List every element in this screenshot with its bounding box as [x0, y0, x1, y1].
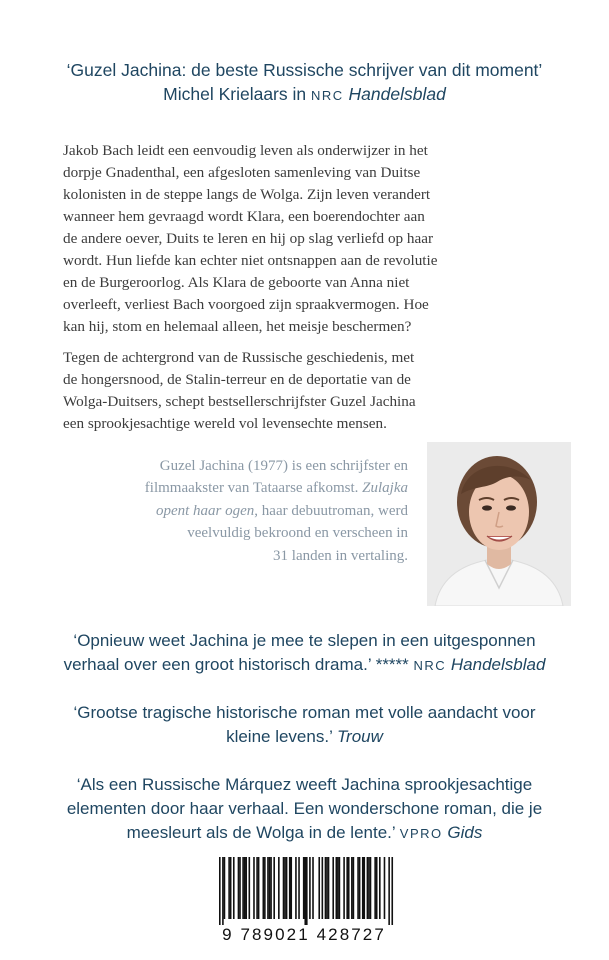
- barcode-bar: [374, 857, 376, 919]
- barcode-bar: [267, 857, 269, 919]
- barcode-bar: [242, 857, 244, 919]
- author-bio-line: 31 landen in vertaling.: [273, 547, 408, 564]
- isbn-barcode: [207, 853, 401, 949]
- barcode-bar: [346, 857, 348, 919]
- review-text: verhaal over een groot historisch drama.’ *****: [63, 655, 414, 674]
- author-bio-text: filmmaakster van Tataarse afkomst.: [144, 480, 359, 497]
- synopsis-line: kolonisten in de steppe langs de Wolga. Zijn leven verandert: [63, 186, 431, 203]
- review-line: ‘Grootse tragische historische roman met volle aandacht voor: [73, 703, 536, 722]
- review-1: [18, 629, 591, 678]
- barcode-bar: [283, 857, 285, 919]
- barcode-bar: [363, 857, 365, 919]
- author-bio-line: Guzel Jachina (1977) is een schrijfster en: [159, 458, 408, 474]
- barcode-bar: [328, 857, 330, 919]
- barcode-bar: [263, 857, 265, 919]
- barcode-bar: [238, 857, 240, 919]
- author-bio-text: , haar debuutroman, werd: [254, 502, 408, 519]
- barcode-bar: [337, 857, 339, 919]
- review-source-nrc: NRC: [413, 658, 447, 673]
- review-3: [18, 773, 591, 846]
- top-quote-line-2: [20, 82, 589, 108]
- author-bio-line: [96, 477, 408, 499]
- barcode-bar: [219, 857, 221, 925]
- top-quote: [20, 58, 589, 108]
- barcode-bar: [278, 857, 280, 919]
- review-source-trouw: Trouw: [336, 727, 383, 746]
- barcode-bar: [306, 857, 308, 925]
- handelsblad-label: Handelsblad: [348, 84, 446, 104]
- barcode-bar: [244, 857, 246, 919]
- barcode-bar: [284, 857, 286, 919]
- barcode-bar: [388, 857, 390, 925]
- barcode-bar: [322, 857, 324, 919]
- synopsis-line: dorpje Gnadenthal, een afgesloten samenleving van Duitse: [63, 164, 421, 181]
- barcode-bars: [207, 853, 401, 925]
- author-bio: [96, 455, 408, 567]
- barcode-bar: [239, 857, 241, 919]
- barcode-bar: [351, 857, 353, 919]
- review-text: meesleurt als de Wolga in de lente.’: [126, 823, 400, 842]
- isbn-digits: 9 789021 428727: [222, 925, 386, 944]
- barcode-bar: [370, 857, 372, 919]
- barcode-bar: [379, 857, 381, 919]
- barcode-bar: [312, 857, 314, 919]
- barcode-bar: [253, 857, 255, 919]
- review-2: [18, 701, 591, 749]
- barcode-bar: [318, 857, 320, 919]
- barcode-bar: [222, 857, 224, 925]
- author-bio-line: veelvuldig bekroond en verscheen in: [187, 525, 408, 542]
- synopsis-line: Wolga-Duitsers, schept bestsellerschrijfster Guzel Jachina: [63, 393, 416, 410]
- review-line: ‘Als een Russische Márquez weeft Jachina sprookjesachtige: [76, 775, 533, 794]
- barcode-bar: [270, 857, 272, 919]
- barcode-bar: [343, 857, 345, 919]
- author-photo: [427, 442, 571, 606]
- barcode-bar: [367, 857, 369, 919]
- barcode-bar: [230, 857, 232, 919]
- review-source-vpro: VPRO: [399, 826, 443, 841]
- review-line: elementen door haar verhaal. Een wonderschone roman, die je: [66, 799, 543, 818]
- barcode-bar: [233, 857, 235, 919]
- barcode-bar: [326, 857, 328, 919]
- review-text: kleine levens.’: [226, 727, 337, 746]
- barcode-bar: [298, 857, 300, 919]
- barcode-bar: [384, 857, 386, 919]
- barcode-bar: [289, 857, 291, 919]
- barcode-bar: [269, 857, 271, 919]
- review-line: ‘Opnieuw weet Jachina je mee te slepen in een uitgesponnen: [73, 631, 536, 650]
- barcode-bar: [391, 857, 393, 925]
- synopsis-line: de andere oever, Duits te leren en hij op slag verliefd op haar: [63, 230, 434, 247]
- barcode-bar: [245, 857, 247, 919]
- synopsis-line: en de Burgeroorlog. Als Klara de geboorte van Anna niet: [63, 274, 410, 291]
- synopsis-paragraph-1: [63, 140, 543, 338]
- book-title-part-1: Zulajka: [362, 480, 408, 497]
- barcode-bar: [353, 857, 355, 919]
- review-source-gids: Gids: [447, 823, 483, 842]
- barcode-bar: [362, 857, 364, 919]
- top-quote-attribution: Michel Krielaars in: [163, 84, 311, 104]
- barcode-bar: [273, 857, 275, 919]
- barcode-bar: [303, 857, 305, 919]
- review-line: [18, 821, 591, 846]
- synopsis-line: Tegen de achtergrond van de Russische geschiedenis, met: [63, 349, 415, 366]
- synopsis-line: kan hij, stom en helemaal alleen, het meisje beschermen?: [63, 318, 412, 335]
- barcode-bar: [339, 857, 341, 919]
- author-bio-line: [96, 500, 408, 522]
- barcode-bar: [336, 857, 338, 919]
- review-line: [18, 653, 591, 678]
- synopsis-line: wanneer hem gevraagd wordt Klara, een boerendochter aan: [63, 208, 425, 225]
- barcode-bar: [332, 857, 334, 919]
- barcode-bar: [368, 857, 370, 919]
- barcode-bar: [295, 857, 297, 919]
- barcode-bar: [224, 857, 226, 919]
- barcode-bar: [286, 857, 288, 919]
- review-line: [18, 725, 591, 749]
- barcode-bar: [348, 857, 350, 919]
- barcode-bar: [228, 857, 230, 919]
- author-portrait-illustration: [427, 442, 571, 606]
- top-quote-line-1: ‘Guzel Jachina: de beste Russische schrijver van dit moment’: [66, 60, 543, 80]
- synopsis-line: Jakob Bach leidt een eenvoudig leven als onderwijzer in het: [63, 142, 428, 159]
- nrc-label: NRC: [310, 88, 344, 103]
- synopsis-paragraph-2: [63, 347, 543, 435]
- barcode-bar: [256, 857, 258, 919]
- synopsis-line: overleeft, verliest Bach voorgoed zijn spraakvermogen. Hoe: [63, 296, 429, 313]
- barcode-bar: [357, 857, 359, 919]
- synopsis-line: wordt. Hun liefde kan echter niet ontsnappen aan de revolutie: [63, 252, 438, 269]
- barcode-bar: [325, 857, 327, 919]
- book-title-part-2: opent haar ogen: [155, 502, 255, 519]
- barcode-bar: [264, 857, 266, 919]
- barcode-bar: [376, 857, 378, 919]
- barcode-bar: [290, 857, 292, 919]
- barcode-bar: [249, 857, 251, 919]
- barcode-bar: [258, 857, 260, 919]
- synopsis-line: de hongersnood, de Stalin-terreur en de deportatie van de: [63, 371, 411, 388]
- barcode-bar: [304, 857, 306, 925]
- synopsis-line: een sprookjesachtige wereld vol levensechte mensen.: [63, 415, 387, 432]
- barcode-bar: [359, 857, 361, 919]
- review-source-handelsblad: Handelsblad: [450, 655, 546, 674]
- barcode-bar: [309, 857, 311, 919]
